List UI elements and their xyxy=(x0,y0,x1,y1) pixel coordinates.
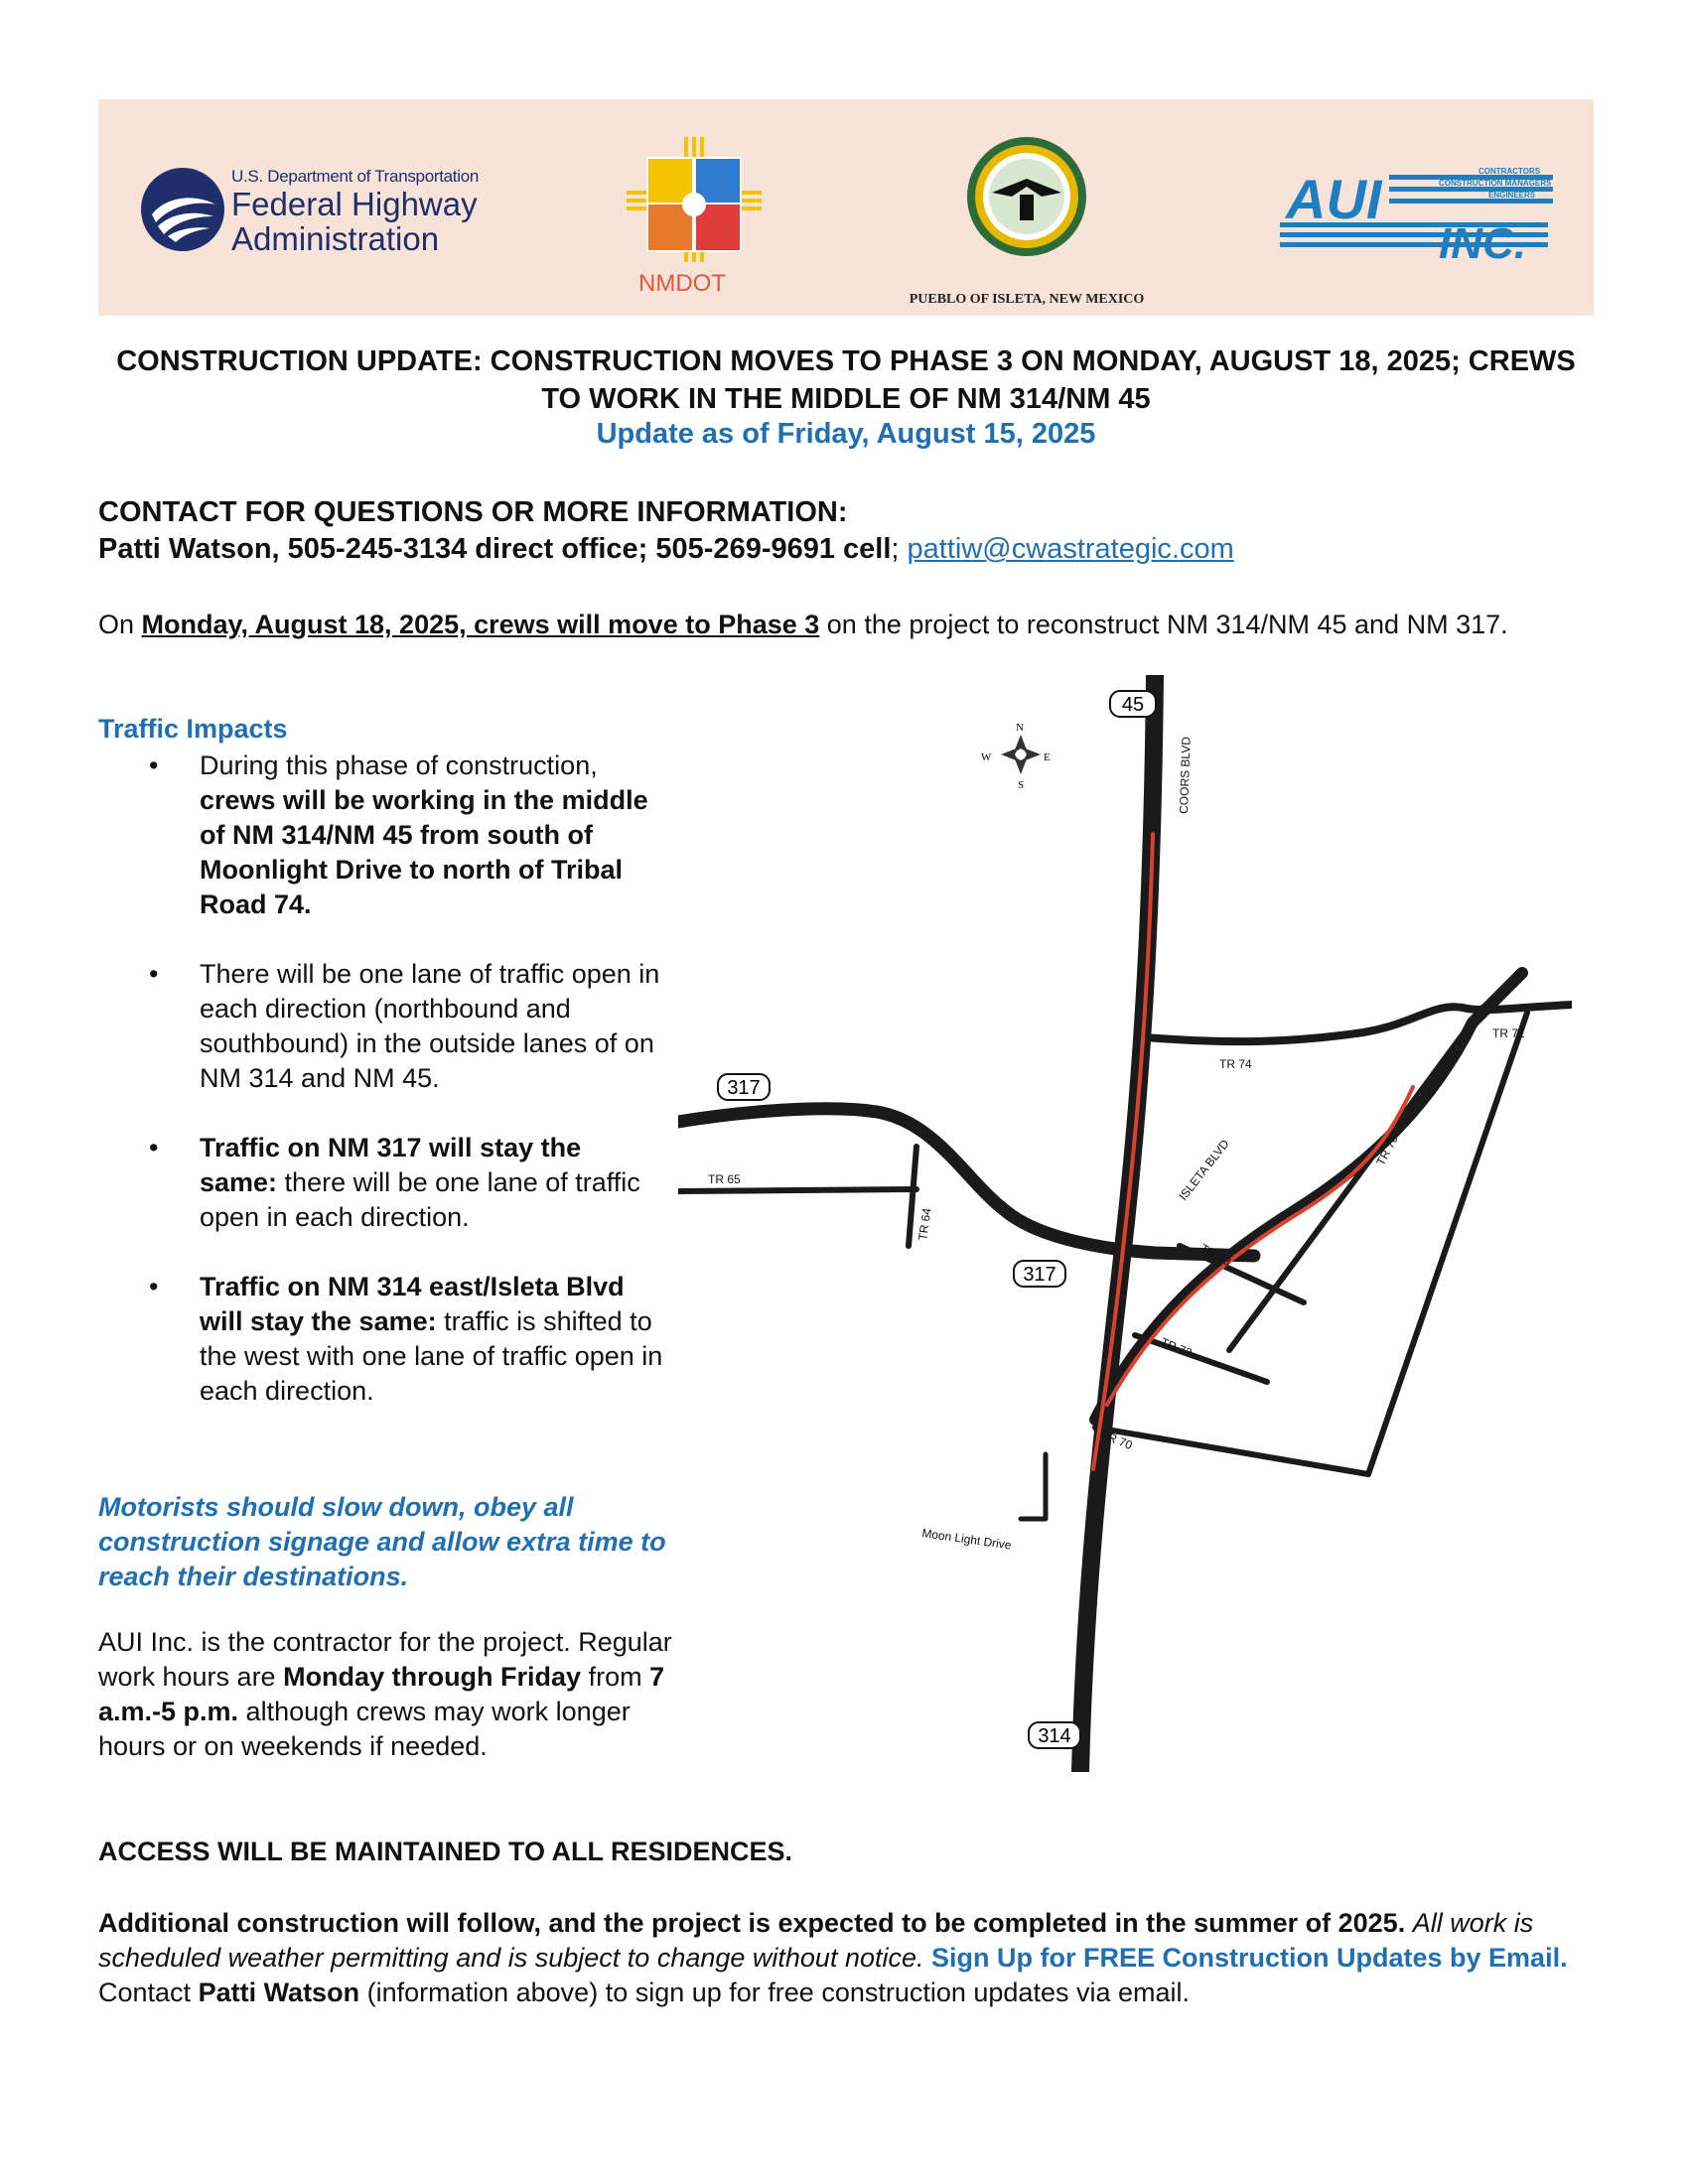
aui-wordmark: AUI xyxy=(1286,168,1382,230)
completion-notice: Additional construction will follow, and the project is expected to be completed in the summer of 2025. xyxy=(98,1908,1406,1938)
compass-w: W xyxy=(981,751,992,763)
list-item xyxy=(149,1270,665,1409)
traffic-impacts-list xyxy=(149,749,665,1443)
closing-paragraph xyxy=(98,1906,1603,2010)
intro-suffix: on the project to reconstruct NM 314/NM 45 and NM 317. xyxy=(819,610,1508,639)
zia-symbol-icon xyxy=(625,135,764,264)
page-title: CONSTRUCTION UPDATE: CONSTRUCTION MOVES TO PHASE 3 ON MONDAY, AUGUST 18, 2025; CREWS TO WORK IN THE MIDDLE OF NM 314/NM 45 xyxy=(116,345,1576,415)
tr71-label: TR 71 xyxy=(1492,1026,1525,1040)
route-317-west-label: 317 xyxy=(727,1077,761,1099)
contractor-text-1: AUI Inc. is the contractor for the project. Regular work hours are xyxy=(98,1627,672,1692)
contact-separator: ; xyxy=(891,533,900,565)
contact-suffix: (information above) to sign up for free construction updates via email. xyxy=(359,1978,1191,2007)
access-notice: ACCESS WILL BE MAINTAINED TO ALL RESIDENCES. xyxy=(98,1837,793,1866)
nmdot-label: NMDOT xyxy=(638,270,726,297)
traffic-impacts-heading: Traffic Impacts xyxy=(98,714,288,744)
contact-heading: CONTACT FOR QUESTIONS OR MORE INFORMATION: xyxy=(98,496,848,528)
aui-inc-logo xyxy=(1280,165,1558,264)
signup-link[interactable]: Sign Up for FREE Construction Updates by Email. xyxy=(931,1943,1568,1973)
list-item xyxy=(149,957,665,1096)
compass-e: E xyxy=(1044,751,1051,763)
intro-prefix: On xyxy=(98,610,142,639)
bullet-text: During this phase of construction, xyxy=(200,751,598,780)
project-map xyxy=(678,675,1572,1772)
tr65-label: TR 65 xyxy=(708,1172,741,1186)
fhwa-emblem-icon xyxy=(138,165,227,254)
aui-inc-wordmark: INC. xyxy=(1439,219,1526,264)
fhwa-logo xyxy=(138,161,495,260)
bullet-bold: crews will be working in the middle of NM 314/NM 45 from south of Moonlight Drive to north of Tribal Road 74. xyxy=(200,785,648,919)
intro-phase3-emphasis: Monday, August 18, 2025, crews will move to Phase 3 xyxy=(141,610,820,639)
isleta-blvd-label: ISLETA BLVD xyxy=(1176,1137,1232,1203)
contact-details: Patti Watson, 505-245-3134 direct office; 505-269-9691 cell xyxy=(98,533,892,565)
fhwa-name-line1: Federal Highway xyxy=(231,186,478,222)
work-hours: 7 a.m.-5 p.m. xyxy=(98,1662,665,1726)
compass-n: N xyxy=(1016,722,1024,734)
route-317-east-label: 317 xyxy=(1023,1264,1056,1286)
contractor-text-2: from xyxy=(581,1662,650,1692)
aui-tag-contractors: CONTRACTORS xyxy=(1478,167,1541,176)
isleta-seal-icon xyxy=(883,135,1171,284)
fhwa-dept-text: U.S. Department of Transportation xyxy=(231,167,480,186)
pueblo-isleta-logo xyxy=(883,135,1171,307)
nmdot-logo xyxy=(625,135,764,304)
list-item xyxy=(149,1131,665,1235)
logo-banner xyxy=(98,99,1594,316)
tr73-label: TR 73 xyxy=(1197,1241,1234,1269)
aui-tag-engineers: ENGINEERS xyxy=(1488,191,1536,200)
tr72-label: TR 72 xyxy=(1158,1334,1195,1361)
moonlight-drive-label: Moon Light Drive xyxy=(920,1526,1013,1553)
bullet-bold: Traffic on NM 317 will stay the same: xyxy=(200,1133,582,1197)
update-date: Update as of Friday, August 15, 2025 xyxy=(596,418,1096,450)
tr74-label: TR 74 xyxy=(1219,1057,1252,1071)
aui-logo-icon xyxy=(1280,165,1558,264)
bullet-rest: traffic is shifted to the west with one lane of traffic open in each direction. xyxy=(200,1306,663,1406)
compass-s: S xyxy=(1018,779,1025,791)
list-item xyxy=(149,749,665,922)
fhwa-name-line2: Administration xyxy=(231,220,440,257)
motorists-notice: Motorists should slow down, obey all construction signage and allow extra time to reach their destinations. xyxy=(98,1492,666,1591)
contact-email-link[interactable]: pattiw@cwastrategic.com xyxy=(907,533,1234,565)
weather-disclaimer: All work is scheduled weather permitting and is subject to change without notice. xyxy=(98,1908,1534,1973)
bullet-bold: Traffic on NM 314 east/Isleta Blvd will stay the same: xyxy=(200,1272,625,1336)
aui-tag-cm: CONSTRUCTION MANAGERS xyxy=(1439,179,1552,188)
contact-prefix: Contact xyxy=(98,1978,199,2007)
tr70-label-south: TR 70 xyxy=(1098,1427,1135,1453)
work-days: Monday through Friday xyxy=(283,1662,582,1692)
tr70-label-north: TR 70 xyxy=(1373,1132,1401,1168)
intro-paragraph xyxy=(98,609,1598,641)
tr64-label: TR 64 xyxy=(915,1207,934,1242)
contact-line xyxy=(98,533,1234,566)
contractor-text-3: although crews may work longer hours or on weekends if needed. xyxy=(98,1697,631,1761)
contractor-paragraph xyxy=(98,1625,694,1764)
route-314-label: 314 xyxy=(1038,1725,1071,1747)
bullet-rest: there will be one lane of traffic open in each direction. xyxy=(200,1167,640,1232)
isleta-label: PUEBLO OF ISLETA, NEW MEXICO xyxy=(909,292,1145,307)
coors-blvd-label: COORS BLVD xyxy=(1177,736,1194,815)
route-45-label: 45 xyxy=(1121,694,1145,716)
bullet-text: There will be one lane of traffic open in each direction (northbound and southbound) in the outside lanes of on NM 314 and NM 45. xyxy=(200,959,660,1093)
tr65-road xyxy=(678,1189,916,1191)
contact-name: Patti Watson xyxy=(198,1978,360,2007)
